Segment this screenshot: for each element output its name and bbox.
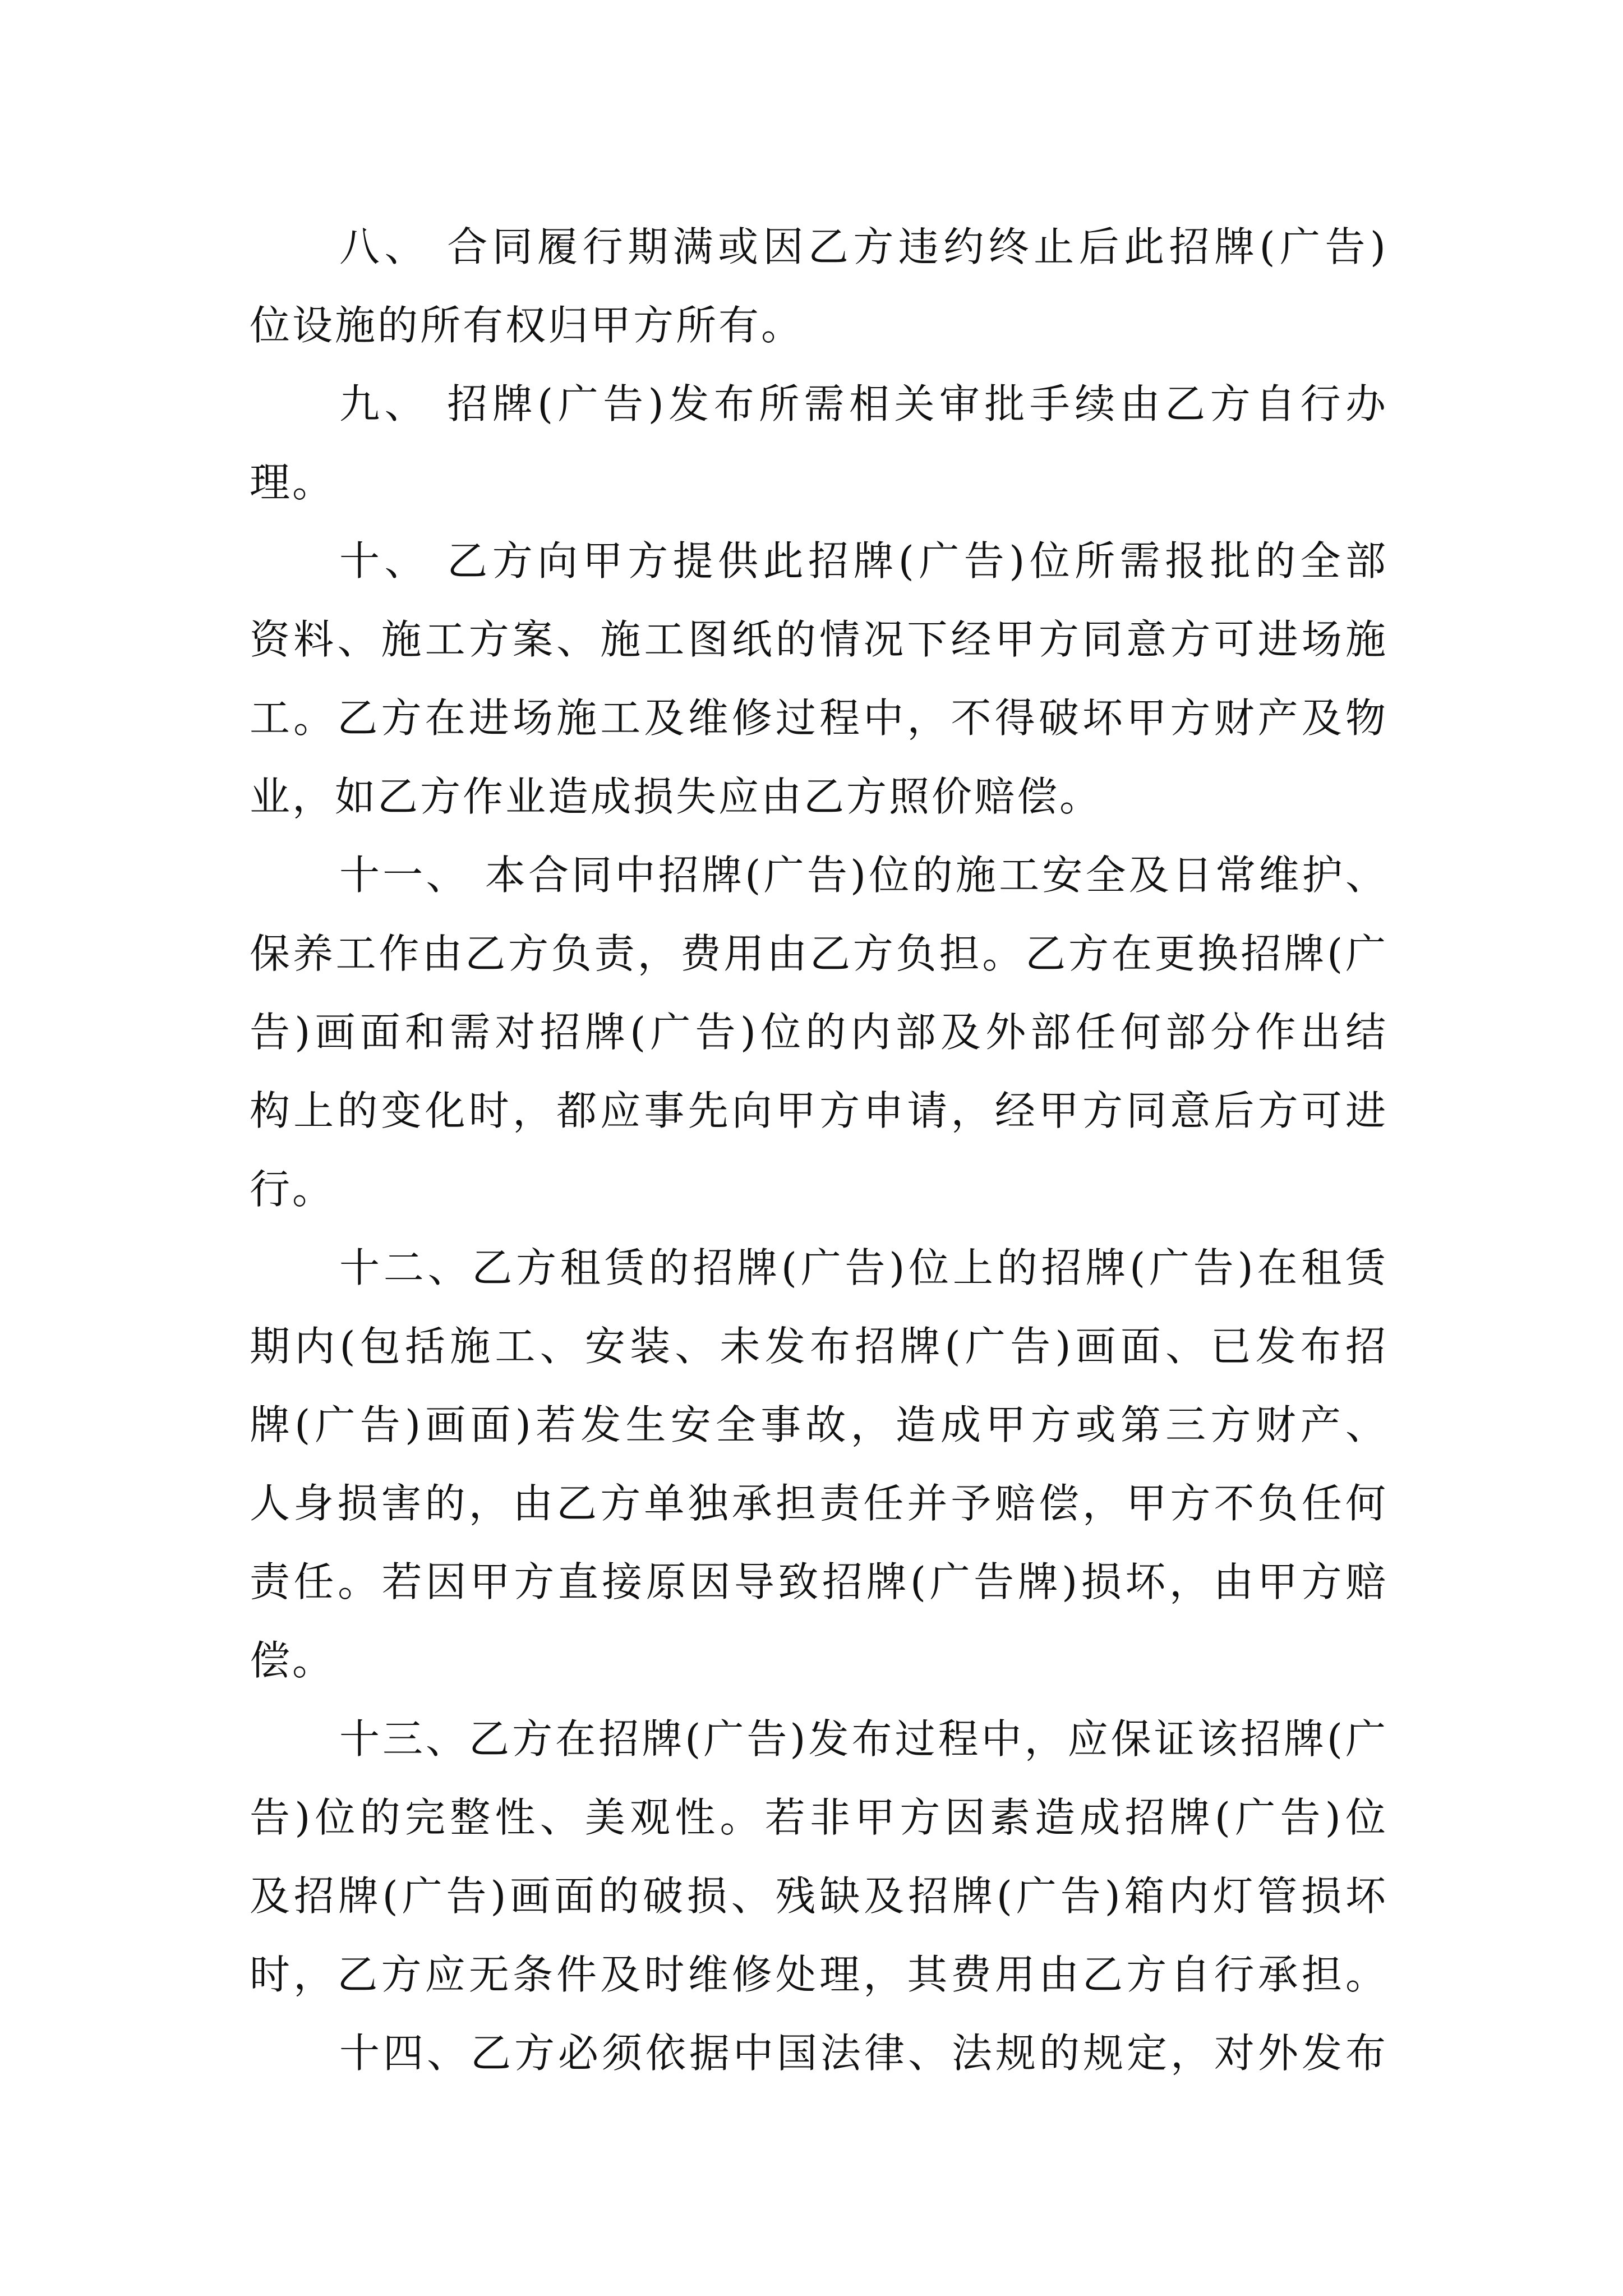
text-line: 八、 合同履行期满或因乙方违约终止后此招牌(广告): [339, 223, 1388, 270]
text-line: 责任。若因甲方直接原因导致招牌(广告牌)损坏，由甲方赔: [250, 1558, 1388, 1605]
text-line: 及招牌(广告)画面的破损、残缺及招牌(广告)箱内灯管损坏: [250, 1872, 1388, 1920]
text-line: 告)位的完整性、美观性。若非甲方因素造成招牌(广告)位: [250, 1794, 1388, 1841]
clause-12: [250, 1228, 1388, 1700]
text-line: 十一、 本合同中招牌(广告)位的施工安全及日常维护、: [339, 852, 1388, 899]
text-line: 人身损害的，由乙方单独承担责任并予赔偿，甲方不负任何: [250, 1480, 1388, 1527]
text-line: 偿。: [250, 1637, 335, 1684]
text-line: 保养工作由乙方负责，费用由乙方负担。乙方在更换招牌(广: [250, 930, 1388, 977]
text-line: 九、 招牌(广告)发布所需相关审批手续由乙方自行办: [339, 380, 1388, 427]
text-line: 时，乙方应无条件及时维修处理，其费用由乙方自行承担。: [250, 1951, 1388, 1998]
clause-13: [250, 1700, 1388, 2014]
text-line: 告)画面和需对招牌(广告)位的内部及外部任何部分作出结: [250, 1009, 1388, 1056]
text-line: 十四、乙方必须依据中国法律、法规的规定，对外发布: [339, 2030, 1388, 2077]
text-line: 构上的变化时，都应事先向甲方申请，经甲方同意后方可进: [250, 1087, 1388, 1134]
text-line: 业，如乙方作业造成损失应由乙方照价赔偿。: [250, 773, 1103, 820]
text-line: 资料、施工方案、施工图纸的情况下经甲方同意方可进场施: [250, 616, 1388, 663]
clause-10: [250, 522, 1388, 836]
clause-9: [250, 365, 1388, 522]
text-line: 期内(包括施工、安装、未发布招牌(广告)画面、已发布招: [250, 1323, 1388, 1370]
text-line: 位设施的所有权归甲方所有。: [250, 302, 804, 349]
text-line: 工。乙方在进场施工及维修过程中，不得破坏甲方财产及物: [250, 694, 1388, 742]
contract-text-body: [250, 208, 1388, 2092]
clause-11: [250, 836, 1388, 1228]
clause-8: [250, 208, 1388, 365]
text-line: 十、 乙方向甲方提供此招牌(广告)位所需报批的全部: [339, 537, 1388, 585]
text-line: 行。: [250, 1166, 335, 1213]
text-line: 十三、乙方在招牌(广告)发布过程中，应保证该招牌(广: [339, 1715, 1388, 1763]
clause-14: [250, 2014, 1388, 2092]
text-line: 十二、乙方租赁的招牌(广告)位上的招牌(广告)在租赁: [339, 1244, 1388, 1291]
text-line: 理。: [250, 459, 335, 506]
text-line: 牌(广告)画面)若发生安全事故，造成甲方或第三方财产、: [250, 1401, 1388, 1448]
